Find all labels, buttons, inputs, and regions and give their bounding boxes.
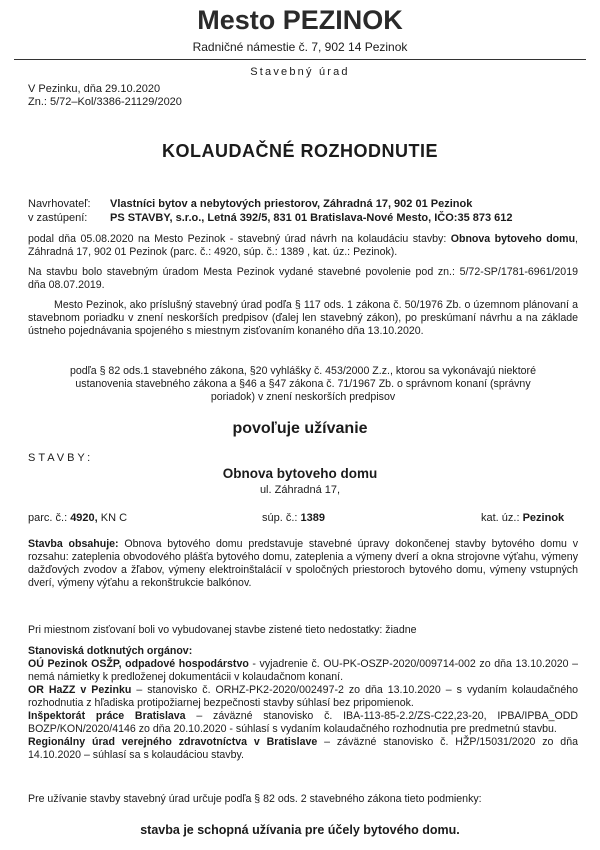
parcel-label: parc. č.: bbox=[28, 512, 68, 524]
header-divider bbox=[14, 59, 586, 60]
paragraph-authority: Mesto Pezinok, ako príslušný stavebný úrad podľa § 117 ods. 1 zákona č. 50/1976 Zb. o územnom plánovaní a stavebnom poriadku v znení neskorších predpisov (ďalej len stavebný zákon), po preskúmaní návrhu a na základe ústneho pojednávania spojeného s miestnym zisťovaním konaného dňa 13.10.2020. bbox=[28, 299, 578, 337]
representative-label: v zastúpení: bbox=[28, 212, 88, 224]
parcel-value: 4920, bbox=[70, 512, 98, 524]
city-address: Radničné námestie č. 7, 902 14 Pezinok bbox=[192, 40, 408, 54]
city-header-title bbox=[0, 4, 600, 36]
authorities-section bbox=[28, 645, 578, 762]
authorities-heading: Stanoviská dotknutých orgánov: bbox=[28, 645, 193, 657]
building-content-text: Obnova bytového domu predstavuje stavebné úpravy dokončenej stavby bytového domu v rozsahu: zateplenia obvodového plášťa bytového domu, zateplenia a výmeny dverí a okna strojovne výťahu, výmeny dažďových zvodov a žľabov, výmeny elektroinštalácií v spoločných priestoroch bytového domu, výmeny vstupných dverí, výmeny výťahu a rekonštrukcie balkónov. bbox=[28, 538, 578, 589]
city-prefix: Mesto bbox=[197, 5, 276, 35]
authority-item bbox=[28, 710, 578, 736]
authority-item bbox=[28, 684, 578, 710]
reference-number: Zn.: 5/72–Kol/3386-21129/2020 bbox=[28, 96, 182, 108]
paragraph-application-building: Obnova bytoveho domu bbox=[450, 233, 576, 245]
cadastral-label: kat. úz.: bbox=[481, 512, 520, 524]
paragraph-permit: Na stavbu bolo stavebným úradom Mesta Pezinok vydané stavebné povolenie pod zn.: 5/72-SP/1781-6961/2019 dňa 08.07.2019. bbox=[28, 266, 578, 291]
building-content bbox=[28, 538, 578, 590]
authority-name: Regionálny úrad verejného zdravotníctva v Bratislave bbox=[28, 736, 318, 748]
authority-item bbox=[28, 736, 578, 762]
parcel-suffix: KN C bbox=[100, 512, 128, 524]
registry-label: súp. č.: bbox=[262, 512, 298, 524]
applicant-value: Vlastníci bytov a nebytových priestorov, Záhradná 17, 902 01 Pezinok bbox=[110, 198, 473, 210]
paragraph-legal-basis: podľa § 82 ods.1 stavebného zákona, §20 vyhlášky č. 453/2000 Z.z., ktorou sa vykonávajú niektoré ustanovenia stavebného zákona a §46 a §47 zákona č. 71/1967 Zb. o správnom konaní (správny poriadok) v znení neskorších predpisov bbox=[70, 365, 536, 403]
building-name: Obnova bytoveho domu bbox=[222, 466, 378, 481]
authority-text: – záväzné stanovisko č. HŽP/15031/2020 zo dňa 14.10.2020 – súhlasí sa s kolaudáciou stavby. bbox=[28, 736, 578, 761]
representative-value: PS STAVBY, s.r.o., Letná 392/5, 831 01 Bratislava-Nové Mesto, IČO:35 873 612 bbox=[110, 212, 513, 224]
document-title: KOLAUDAČNÉ ROZHODNUTIE bbox=[162, 141, 438, 161]
cadastral-area bbox=[481, 512, 564, 525]
registry-value: 1389 bbox=[300, 512, 326, 524]
authority-name: OR HaZZ v Pezinku bbox=[28, 684, 132, 696]
building-content-label: Stavba obsahuje: bbox=[28, 538, 119, 550]
paragraph-application bbox=[28, 233, 578, 259]
office-name: Stavebný úrad bbox=[250, 66, 350, 78]
registry-number bbox=[262, 512, 325, 525]
authority-text: – stanovisko č. ORHZ-PK2-2020/002497-2 zo dňa 13.10.2020 – s vydaním kolaudačného rozhodnutia z hľadiska protipožiarnej bezpečnosti stavby súhlasí bez pripomienok. bbox=[28, 684, 578, 709]
paragraph-application-a: podal dňa 05.08.2020 na Mesto Pezinok - stavebný úrad návrh na kolaudáciu stavby: bbox=[28, 233, 451, 245]
defects-statement: Pri miestnom zisťovaní boli vo vybudovanej stavbe zistené tieto nedostatky: žiadne bbox=[28, 624, 417, 636]
parcel-number bbox=[28, 512, 127, 525]
authority-name: OÚ Pezinok OSŽP, odpadové hospodárstvo bbox=[28, 658, 249, 670]
building-street: ul. Záhradná 17, bbox=[259, 484, 341, 496]
applicant-label: Navrhovateľ: bbox=[28, 198, 91, 210]
city-name: PEZINOK bbox=[282, 5, 403, 35]
authority-name: Inšpektorát práce Bratislava bbox=[28, 710, 186, 722]
building-label: STAVBY: bbox=[28, 452, 94, 464]
conditions-intro: Pre užívanie stavby stavebný úrad určuje podľa § 82 ods. 2 stavebného zákona tieto podmienky: bbox=[28, 793, 482, 805]
authority-item bbox=[28, 658, 578, 684]
decision-heading: povoľuje užívanie bbox=[232, 420, 368, 437]
cadastral-value: Pezinok bbox=[522, 512, 565, 524]
final-condition: stavba je schopná užívania pre účely bytového domu. bbox=[140, 823, 460, 837]
date-line: V Pezinku, dňa 29.10.2020 bbox=[28, 83, 161, 95]
authority-text: – záväzné stanovisko č. IBA-113-85-2.2/ZS-C22,23-20, IPBA/IPBA_ODD BOZP/KON/2020/4146 zo dňa 20.10.2020 - súhlasí s vydaním kolaudačného rozhodnutia pre predmetnú stavbu. bbox=[28, 710, 578, 735]
paragraph-application-c: , Záhradná 17, 902 01 Pezinok (parc. č.: 4920, súp. č.: 1389 , kat. úz.: Pezinok). bbox=[28, 233, 578, 258]
authority-text: - vyjadrenie č. OU-PK-OSZP-2020/009714-002 zo dňa 13.10.2020 – nemá námietky k predloženej dokumentácii v kolaudačnom konaní. bbox=[28, 658, 578, 683]
